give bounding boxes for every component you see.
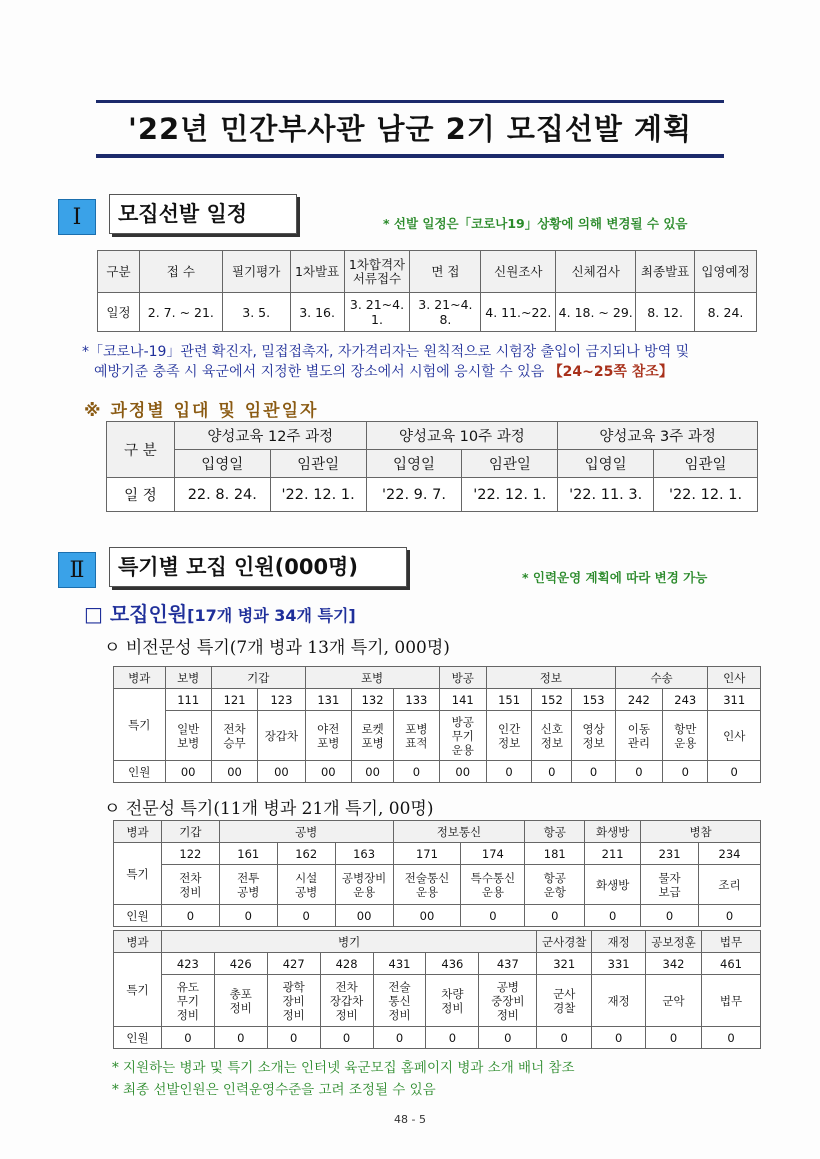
specialty-name-cell: 물자 보급 <box>641 865 699 905</box>
specialty-code-cell: 461 <box>701 953 760 975</box>
branch-cell: 기갑 <box>161 821 219 843</box>
course-subheader-cell: 임관일 <box>270 450 366 478</box>
specialty-code-cell: 331 <box>592 953 646 975</box>
specialist-heading: ㅇ 전문성 특기(11개 병과 21개 특기, 00명) <box>104 799 434 819</box>
specialty-code-cell: 121 <box>211 689 257 711</box>
section-number-1: Ⅰ <box>58 199 96 235</box>
covid-note <box>82 342 782 382</box>
recruit-heading <box>84 598 356 627</box>
specialty-code-cell: 162 <box>277 843 335 865</box>
specialty-name-cell: 전차 정비 <box>161 865 219 905</box>
branch-cell: 인사 <box>708 667 761 689</box>
course-subheader-cell: 임관일 <box>654 450 758 478</box>
section-title-2: 특기별 모집 인원(000명) <box>109 547 407 587</box>
headcount-cell: 0 <box>699 905 761 927</box>
non-specialist-name-row <box>114 711 761 761</box>
recruit-heading-detail: [17개 병과 34개 특기] <box>187 606 356 625</box>
specialty-code-cell: 234 <box>699 843 761 865</box>
schedule-header-cell: 접 수 <box>139 251 222 293</box>
specialty-name-cell: 장갑차 <box>258 711 305 761</box>
schedule-date-cell: 8. 24. <box>695 293 757 332</box>
schedule-date-cell: 3. 21~4. 1. <box>344 293 410 332</box>
footnote-2: * 최종 선발인원은 인력운영수준을 고려 조정될 수 있음 <box>112 1082 436 1098</box>
headcount-cell: 0 <box>663 761 708 783</box>
course-subheader-cell: 임관일 <box>462 450 558 478</box>
specialty-name-cell: 이동 관리 <box>615 711 662 761</box>
schedule-date-cell: 4. 18. ~ 29. <box>556 293 636 332</box>
non-specialist-table <box>113 666 761 783</box>
headcount-cell: 0 <box>708 761 761 783</box>
branch-cell: 보병 <box>165 667 211 689</box>
headcount-cell: 0 <box>267 1027 320 1049</box>
course-date-cell: '22. 9. 7. <box>366 478 462 512</box>
specialty-code-cell: 431 <box>373 953 426 975</box>
specialty-code-cell: 423 <box>161 953 214 975</box>
schedule-date-cell: 2. 7. ~ 21. <box>139 293 222 332</box>
course-date-cell: '22. 12. 1. <box>462 478 558 512</box>
specialty-name-cell: 총포 정비 <box>214 975 267 1027</box>
course-group-12w: 양성교육 12주 과정 <box>174 422 366 450</box>
non-specialist-count-row <box>114 761 761 783</box>
specialty-code-cell: 181 <box>525 843 585 865</box>
non-specialist-code-row <box>114 689 761 711</box>
headcount-cell: 0 <box>461 905 525 927</box>
specialty-code-cell: 342 <box>646 953 702 975</box>
specialist-1-name-row <box>114 865 761 905</box>
branch-cell: 법무 <box>701 931 760 953</box>
specialty-name-cell: 법무 <box>701 975 760 1027</box>
specialty-code-cell: 321 <box>537 953 592 975</box>
schedule-header-row <box>98 251 757 293</box>
specialty-name-cell: 포병 표적 <box>394 711 439 761</box>
headcount-cell: 0 <box>701 1027 760 1049</box>
branch-cell: 정보 <box>486 667 615 689</box>
schedule-change-note: * 선발 일정은「코로나19」상황에 의해 변경될 수 있음 <box>383 216 688 231</box>
specialty-code-cell: 123 <box>258 689 305 711</box>
schedule-date-cell: 3. 5. <box>222 293 290 332</box>
non-specialist-heading: ㅇ 비전문성 특기(7개 병과 13개 특기, 000명) <box>104 638 450 658</box>
schedule-header-cell: 신원조사 <box>481 251 556 293</box>
course-subheader-cell: 입영일 <box>558 450 654 478</box>
headcount-cell: 00 <box>165 761 211 783</box>
course-group-10w: 양성교육 10주 과정 <box>366 422 558 450</box>
branch-cell: 방공 <box>439 667 486 689</box>
headcount-cell: 0 <box>277 905 335 927</box>
specialist-2-name-row <box>114 975 761 1027</box>
specialty-name-cell: 시설 공병 <box>277 865 335 905</box>
specialty-label: 특기 <box>114 689 166 761</box>
specialty-code-cell: 311 <box>708 689 761 711</box>
schedule-date-cell: 4. 11.~22. <box>481 293 556 332</box>
specialty-name-cell: 일반 보병 <box>165 711 211 761</box>
footnote-1: * 지원하는 병과 및 특기 소개는 인터넷 육군모집 홈페이지 병과 소개 배너 참조 <box>112 1060 575 1076</box>
branch-cell: 재정 <box>592 931 646 953</box>
specialty-code-cell: 174 <box>461 843 525 865</box>
recruit-heading-text: □ 모집인원 <box>84 602 188 626</box>
course-date-cell: 22. 8. 24. <box>174 478 270 512</box>
specialty-name-cell: 전차 승무 <box>211 711 257 761</box>
specialty-code-cell: 436 <box>426 953 479 975</box>
section-number-2: Ⅱ <box>58 552 96 588</box>
specialty-name-cell: 야전 포병 <box>305 711 351 761</box>
headcount-cell: 0 <box>646 1027 702 1049</box>
specialist-table-2 <box>113 930 761 1049</box>
specialist-1-branch-row <box>114 821 761 843</box>
specialty-code-cell: 231 <box>641 843 699 865</box>
specialty-code-cell: 427 <box>267 953 320 975</box>
specialty-code-cell: 426 <box>214 953 267 975</box>
specialty-name-cell: 전술통신 운용 <box>393 865 461 905</box>
headcount-cell: 0 <box>320 1027 373 1049</box>
schedule-header-cell: 구분 <box>98 251 140 293</box>
course-date-cell: '22. 12. 1. <box>654 478 758 512</box>
specialist-1-code-row <box>114 843 761 865</box>
headcount-cell: 0 <box>537 1027 592 1049</box>
headcount-cell: 0 <box>219 905 277 927</box>
headcount-cell: 0 <box>532 761 572 783</box>
headcount-cell: 0 <box>525 905 585 927</box>
specialty-name-cell: 인사 <box>708 711 761 761</box>
specialist-2-count-row <box>114 1027 761 1049</box>
specialty-label: 특기 <box>114 843 162 905</box>
covid-note-reference: 【24~25쪽 참조】 <box>548 364 673 380</box>
branch-cell: 정보통신 <box>393 821 525 843</box>
schedule-table <box>97 250 757 332</box>
count-label: 인원 <box>114 1027 162 1049</box>
covid-note-line-1: *「코로나-19」관련 확진자, 밀접접촉자, 자가격리자는 원칙적으로 시험장 출입이 금지되나 방역 및 <box>82 344 690 360</box>
branch-cell: 화생방 <box>585 821 641 843</box>
headcount-cell: 00 <box>258 761 305 783</box>
specialty-code-cell: 171 <box>393 843 461 865</box>
schedule-header-cell: 신체검사 <box>556 251 636 293</box>
specialty-name-cell: 영상 정보 <box>572 711 615 761</box>
specialty-name-cell: 조리 <box>699 865 761 905</box>
headcount-cell: 0 <box>214 1027 267 1049</box>
branch-label: 병과 <box>114 821 162 843</box>
covid-note-line-2-wrap <box>82 362 782 382</box>
specialty-name-cell: 군악 <box>646 975 702 1027</box>
specialty-name-cell: 공병장비 운용 <box>335 865 393 905</box>
specialty-code-cell: 211 <box>585 843 641 865</box>
schedule-date-cell: 일정 <box>98 293 140 332</box>
specialty-name-cell: 공병 중장비 정비 <box>479 975 537 1027</box>
course-dates-table <box>106 421 758 512</box>
specialty-name-cell: 특수통신 운용 <box>461 865 525 905</box>
schedule-header-cell: 입영예정 <box>695 251 757 293</box>
page-title: '22년 민간부사관 남군 2기 모집선발 계획 <box>96 100 724 158</box>
headcount-cell: 00 <box>439 761 486 783</box>
specialty-code-cell: 242 <box>615 689 662 711</box>
headcount-cell: 00 <box>211 761 257 783</box>
specialty-code-cell: 163 <box>335 843 393 865</box>
specialty-name-cell: 화생방 <box>585 865 641 905</box>
branch-label: 병과 <box>114 931 162 953</box>
branch-cell: 항공 <box>525 821 585 843</box>
course-subheader-cell: 입영일 <box>174 450 270 478</box>
headcount-change-note: * 인력운영 계획에 따라 변경 가능 <box>522 570 708 585</box>
count-label: 인원 <box>114 761 166 783</box>
specialty-name-cell: 유도 무기 정비 <box>161 975 214 1027</box>
headcount-cell: 0 <box>373 1027 426 1049</box>
specialty-code-cell: 122 <box>161 843 219 865</box>
branch-label: 병과 <box>114 667 166 689</box>
headcount-cell: 0 <box>615 761 662 783</box>
headcount-cell: 00 <box>351 761 393 783</box>
specialist-1-count-row <box>114 905 761 927</box>
schedule-header-cell: 면 접 <box>410 251 481 293</box>
specialty-code-cell: 141 <box>439 689 486 711</box>
specialty-name-cell: 차량 정비 <box>426 975 479 1027</box>
schedule-header-cell: 필기평가 <box>222 251 290 293</box>
specialty-code-cell: 131 <box>305 689 351 711</box>
headcount-cell: 0 <box>161 1027 214 1049</box>
branch-cell: 공병 <box>219 821 393 843</box>
headcount-cell: 0 <box>394 761 439 783</box>
specialty-code-cell: 132 <box>351 689 393 711</box>
covid-note-line-2: 예방기준 충족 시 육군에서 지정한 별도의 장소에서 시험에 응시할 수 있음 <box>94 364 545 380</box>
headcount-cell: 0 <box>592 1027 646 1049</box>
specialist-2-branch-row <box>114 931 761 953</box>
course-subheader-row <box>107 450 758 478</box>
specialty-name-cell: 재정 <box>592 975 646 1027</box>
specialty-name-cell: 전술 통신 정비 <box>373 975 426 1027</box>
specialty-code-cell: 111 <box>165 689 211 711</box>
specialty-name-cell: 전투 공병 <box>219 865 277 905</box>
specialty-code-cell: 243 <box>663 689 708 711</box>
section-title-1: 모집선발 일정 <box>109 194 297 234</box>
specialty-name-cell: 항공 운항 <box>525 865 585 905</box>
headcount-cell: 00 <box>305 761 351 783</box>
specialty-code-cell: 152 <box>532 689 572 711</box>
specialty-code-cell: 428 <box>320 953 373 975</box>
course-dates-heading: ※ 과정별 입대 및 임관일자 <box>84 401 319 421</box>
headcount-cell: 00 <box>335 905 393 927</box>
headcount-cell: 0 <box>479 1027 537 1049</box>
specialty-code-cell: 161 <box>219 843 277 865</box>
course-date-cell: '22. 11. 3. <box>558 478 654 512</box>
branch-cell: 병기 <box>161 931 536 953</box>
branch-cell: 병참 <box>641 821 761 843</box>
specialty-name-cell: 광학 장비 정비 <box>267 975 320 1027</box>
schedule-header-cell: 최종발표 <box>636 251 695 293</box>
headcount-cell: 0 <box>641 905 699 927</box>
headcount-cell: 0 <box>161 905 219 927</box>
non-specialist-branch-row <box>114 667 761 689</box>
specialty-code-cell: 133 <box>394 689 439 711</box>
headcount-cell: 0 <box>572 761 615 783</box>
specialty-name-cell: 항만 운용 <box>663 711 708 761</box>
branch-cell: 수송 <box>615 667 708 689</box>
branch-cell: 포병 <box>305 667 439 689</box>
course-group-3w: 양성교육 3주 과정 <box>558 422 758 450</box>
schedule-date-cell: 3. 21~4. 8. <box>410 293 481 332</box>
course-label-cell: 구 분 <box>107 422 175 478</box>
specialty-code-cell: 437 <box>479 953 537 975</box>
specialty-name-cell: 전차 장갑차 정비 <box>320 975 373 1027</box>
course-row-label: 일 정 <box>107 478 175 512</box>
specialty-name-cell: 로켓 포병 <box>351 711 393 761</box>
headcount-cell: 0 <box>486 761 531 783</box>
branch-cell: 기갑 <box>211 667 305 689</box>
specialist-2-code-row <box>114 953 761 975</box>
schedule-date-row <box>98 293 757 332</box>
schedule-header-cell: 1차발표 <box>290 251 344 293</box>
branch-cell: 군사경찰 <box>537 931 592 953</box>
specialty-code-cell: 151 <box>486 689 531 711</box>
schedule-date-cell: 3. 16. <box>290 293 344 332</box>
specialty-label: 특기 <box>114 953 162 1027</box>
specialty-name-cell: 방공 무기 운용 <box>439 711 486 761</box>
course-subheader-cell: 입영일 <box>366 450 462 478</box>
course-date-cell: '22. 12. 1. <box>270 478 366 512</box>
course-date-row <box>107 478 758 512</box>
specialty-code-cell: 153 <box>572 689 615 711</box>
specialty-name-cell: 인간 정보 <box>486 711 531 761</box>
schedule-date-cell: 8. 12. <box>636 293 695 332</box>
schedule-header-cell: 1차합격자 서류접수 <box>344 251 410 293</box>
specialty-name-cell: 군사 경찰 <box>537 975 592 1027</box>
course-group-row <box>107 422 758 450</box>
specialist-table-1 <box>113 820 761 927</box>
count-label: 인원 <box>114 905 162 927</box>
headcount-cell: 00 <box>393 905 461 927</box>
specialty-name-cell: 신호 정보 <box>532 711 572 761</box>
headcount-cell: 0 <box>585 905 641 927</box>
page-number: 48 - 5 <box>394 1113 426 1126</box>
headcount-cell: 0 <box>426 1027 479 1049</box>
branch-cell: 공보정훈 <box>646 931 702 953</box>
